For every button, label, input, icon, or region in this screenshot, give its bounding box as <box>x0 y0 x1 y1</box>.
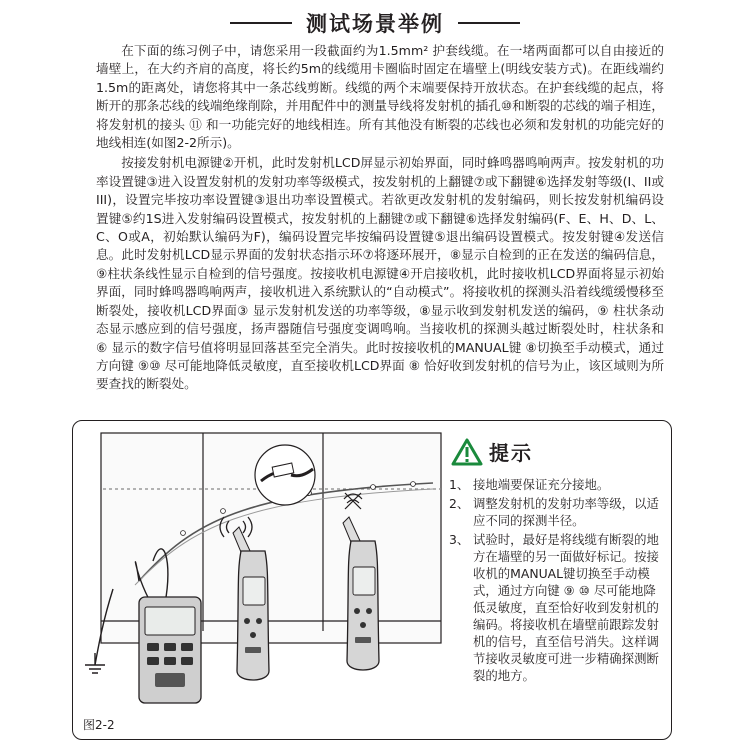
cable-clip <box>221 509 226 514</box>
tip-text: 调整发射机的发射功率等级，以适应不同的探测半径。 <box>473 496 659 528</box>
tip-text: 试验时，最好是将线缆有断裂的地方在墙壁的另一面做好标记。按接收机的MANUAL键切换至手动模式，通过方向键 ⑨ ⑩ 尽可能地降低灵敏度，直至恰好收到发射机的编码。将接收机在墙壁前跟踪发射机的信号，直至信号消失。这样调节接收灵敏度可进一步精确探测断裂的地方。 <box>473 532 659 683</box>
transmitter-lcd <box>145 607 195 635</box>
figure-frame <box>72 420 672 740</box>
receiver-1-key <box>245 647 261 653</box>
tip-number: 2、 <box>449 496 470 511</box>
tips-title: 提示 <box>489 441 533 465</box>
transmitter-key <box>164 643 176 651</box>
receiver-2-key <box>366 608 372 614</box>
tip-item <box>445 495 663 529</box>
transmitter-key <box>181 643 193 651</box>
title-rule-left <box>230 22 292 24</box>
tip-number: 1、 <box>449 477 470 492</box>
transmitter-key <box>147 643 159 651</box>
transmitter-send-key <box>155 673 185 687</box>
title-row <box>0 8 750 38</box>
cable-clip <box>371 485 376 490</box>
cable-clip <box>181 531 186 536</box>
cable-clip <box>411 482 416 487</box>
paragraph-2: 按接发射机电源键②开机，此时发射机LCD屏显示初始界面，同时蜂鸣器鸣响两声。按发射机的功率设置键③进入设置发射机的发射功率等级模式，按发射机的上翻键⑦或下翻键⑥选择发射等级(I、II或III)，设置完毕按功率设置键③退出功率设置模式。若欲更改发射机的发射编码，则长按发射机编码设置键⑤约1S进入发射编码设置模式，按发射机的上翻键⑦或下翻键⑥选择发射编码(F、E、H、D、L、C、O或A，初始默认编码为F)，编码设置完毕按编码设置键⑤退出编码设置模式。按发射键④发送信息。此时发射机LCD显示界面的发射状态指示环⑦将逐环展开，⑧显示自检到的正在发送的编码信息，⑨柱状条线性显示自检到的信号强度。按接收机电源键④开启接收机，此时接收机LCD界面将显示初始界面，同时蜂鸣器鸣响两声，接收机进入系统默认的“自动模式”。将接收机的探测头沿着线缆缓慢移至断裂处，接收机LCD界面③ 显示发射机发送的功率等级，⑧显示收到发射机发送的编码，⑨ 柱状条动态显示感应到的信号强度，扬声器随信号强度变调鸣响。当接收机的探测头越过断裂处时，柱状条和 ⑥ 显示的数字信号值将明显回落甚至完全消失。此时按接收机的MANUAL键 ⑧切换至手动模式，通过方向键 ⑨⑩ 尽可能地降低灵敏度，直至接收机LCD界面 ⑧ 恰好收到发射机的信号为止，该区域则为所要查找的断裂处。 <box>96 155 664 392</box>
paragraph-1: 在下面的练习例子中，请您采用一段截面约为1.5mm² 护套线缆。在一堵两面都可以自由接近的墙壁上，在大约齐肩的高度，将长约5m的线缆用卡圈临时固定在墙壁上(明线安装方式)。在距线端约1.5m的距离处，请您将其中一条芯线剪断。线缆的两个末端要保持开放状态。在护套线缆的起点，将断开的那条芯线的线端绝缘削除，并用配件中的测量导线将发射机的插孔⑩和断裂的芯线的端子相连，将发射机的接头 ⑪ 和一功能完好的地线相连。所有其他没有断裂的芯线也必须和发射机的功能完好的地线相连(如图2-2所示)。 <box>96 43 664 151</box>
transmitter-key <box>164 657 176 665</box>
transmitter-key <box>147 657 159 665</box>
receiver-1-key <box>250 632 256 638</box>
tips-header <box>451 437 663 466</box>
receiver-2-key <box>355 637 371 643</box>
receiver-1-key <box>244 618 250 624</box>
test-scene-illustration <box>73 421 445 739</box>
tip-item <box>445 476 663 493</box>
break-detail-bubble <box>255 445 315 505</box>
receiver-1-body <box>237 551 269 680</box>
page-title: 测试场景举例 <box>306 12 444 36</box>
tip-item <box>445 531 663 684</box>
figure-label: 图2-2 <box>83 718 115 732</box>
tip-number: 3、 <box>449 532 470 547</box>
receiver-2-key <box>360 622 366 628</box>
ground-icon <box>85 653 105 673</box>
tips-list <box>445 476 663 684</box>
receiver-1-lcd <box>243 577 265 605</box>
body-text <box>96 42 664 394</box>
tip-text: 接地端要保证充分接地。 <box>473 477 610 492</box>
receiver-2-lcd <box>353 567 375 595</box>
transmitter-key <box>181 657 193 665</box>
receiver-1-key <box>256 618 262 624</box>
transmitter-device <box>139 597 201 703</box>
title-rule-right <box>458 22 520 24</box>
warning-icon <box>451 438 483 466</box>
tips-panel <box>445 431 663 731</box>
receiver-2-key <box>354 608 360 614</box>
receiver-2-body <box>347 541 379 670</box>
